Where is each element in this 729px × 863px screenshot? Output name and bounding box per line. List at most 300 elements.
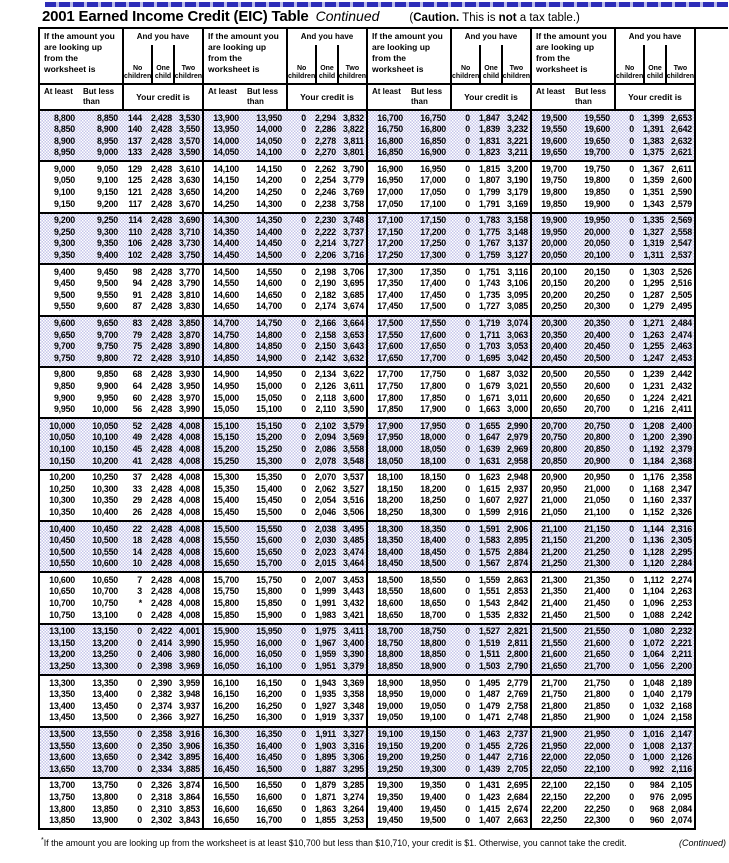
cell-credit-two-children: 4,008 [178,472,200,483]
cell-credit-two-children: 3,927 [178,712,200,723]
table-row [532,524,694,536]
cell-credit-two-children: 3,870 [178,329,200,340]
cell-but-less-than: 14,750 [256,318,282,328]
cell-but-less-than: 14,550 [256,266,282,277]
cell-but-less-than: 19,650 [584,135,610,146]
children-group [286,29,366,83]
cell-but-less-than: 18,100 [420,455,446,466]
cell-at-least: 16,050 [213,661,239,672]
cell-credit-two-children: 2,748 [506,712,528,723]
cell-credit-two-children: 3,190 [506,175,528,186]
children-col-label: No children [616,64,644,80]
cell-but-less-than: 10,150 [92,443,118,454]
cell-at-least: 16,650 [213,815,239,826]
cell-credit-two-children: 3,095 [506,289,528,300]
cell-credit-one-child: 2,428 [150,495,172,506]
cell-at-least: 9,150 [53,198,75,209]
cell-credit-no-children: 0 [465,712,470,723]
cell-at-least: 13,600 [49,752,75,763]
cell-at-least: 13,550 [49,740,75,751]
cell-credit-two-children: 3,643 [342,341,364,352]
cell-credit-two-children: 2,558 [670,226,692,237]
cell-credit-one-child: 1,311 [643,250,664,261]
cell-but-less-than: 14,300 [256,198,282,209]
cell-but-less-than: 21,400 [584,586,610,597]
cell-but-less-than: 20,800 [584,432,610,443]
cell-credit-no-children: 0 [629,740,634,751]
cell-credit-two-children: 2,305 [670,535,692,546]
table-row [204,267,366,279]
cell-but-less-than: 15,200 [256,432,282,443]
data-block [204,522,366,573]
table-row [204,301,366,313]
cell-credit-no-children: 0 [465,215,470,226]
cell-but-less-than: 21,100 [584,506,610,517]
cell-at-least: 16,500 [213,780,239,791]
cell-credit-one-child: 1,239 [642,369,664,380]
cell-credit-two-children: 3,443 [342,586,364,597]
cell-credit-two-children: 3,042 [506,352,528,363]
cell-at-least: 15,550 [213,535,239,546]
cell-credit-no-children: 0 [629,187,634,198]
cell-credit-no-children: 0 [629,506,634,517]
table-row [40,804,202,816]
cell-credit-one-child: 2,070 [314,472,336,483]
cell-credit-one-child: 2,254 [314,175,336,186]
cell-but-less-than: 15,700 [256,558,282,569]
cell-credit-two-children: 3,316 [342,740,364,751]
cell-credit-one-child: 2,350 [150,740,172,751]
table-row [532,752,694,764]
cell-at-least: 16,950 [377,175,403,186]
cell-credit-two-children: 3,506 [342,506,364,517]
cell-credit-one-child: 1,583 [478,535,500,546]
cell-credit-no-children: 0 [465,112,470,123]
data-block [368,162,530,213]
cell-at-least: 17,150 [377,226,403,237]
cell-but-less-than: 19,350 [420,780,446,791]
cell-credit-two-children: 2,874 [506,558,528,569]
children-col-label: One child [479,45,501,83]
cell-credit-one-child: 1,335 [642,215,664,226]
cell-credit-one-child: 2,428 [150,598,172,609]
cell-credit-no-children: 0 [301,815,306,826]
cell-at-least: 15,800 [213,598,239,609]
cell-credit-one-child: 1,319 [642,238,664,249]
cell-credit-one-child: 2,428 [150,329,172,340]
cell-but-less-than: 22,050 [584,752,610,763]
cell-at-least: 21,850 [541,712,567,723]
cell-credit-no-children: 49 [132,432,142,443]
table-row [532,815,694,827]
cell-at-least: 10,350 [49,506,75,517]
cell-credit-one-child: 1,647 [478,432,500,443]
cell-but-less-than: 10,000 [92,404,118,415]
cell-at-least: 22,150 [541,791,567,802]
cell-credit-no-children: 7 [137,574,142,585]
cell-at-least: 9,950 [53,404,75,415]
cell-credit-one-child: 1,112 [643,574,664,585]
cell-but-less-than: 19,550 [584,112,610,123]
cell-at-least: 18,750 [377,637,403,648]
children-columns [452,45,530,83]
cell-at-least: 16,000 [213,649,239,660]
cell-at-least: 17,000 [377,187,403,198]
cell-credit-two-children: 3,337 [342,712,364,723]
cell-but-less-than: 20,450 [584,341,610,352]
cell-at-least: 14,750 [213,329,239,340]
cell-at-least: 20,950 [541,483,567,494]
cell-credit-two-children: 3,853 [178,803,200,814]
data-block [368,317,530,368]
cell-credit-no-children: 0 [465,341,470,352]
data-block [204,265,366,316]
cell-at-least: 13,800 [49,803,75,814]
cell-credit-one-child: 1,479 [478,700,500,711]
cell-at-least: 19,900 [541,215,567,226]
cell-at-least: 9,650 [53,329,75,340]
table-row [368,638,530,650]
cell-at-least: 21,550 [541,637,567,648]
cell-at-least: 10,500 [49,546,75,557]
table-row [368,369,530,381]
table-row [40,764,202,776]
cell-but-less-than: 21,200 [584,535,610,546]
cell-credit-two-children: 2,463 [670,341,692,352]
cell-at-least: 10,400 [49,523,75,534]
cell-credit-one-child: 2,118 [315,392,336,403]
cell-at-least: 20,050 [541,250,567,261]
table-row [532,238,694,250]
data-block [40,317,202,368]
table-row [368,764,530,776]
table-panel [202,29,366,828]
cell-credit-two-children: 2,832 [506,609,528,620]
cell-at-least: 20,000 [541,238,567,249]
cell-credit-no-children: 0 [465,163,470,174]
cell-credit-no-children: 0 [465,226,470,237]
cell-at-least: 13,150 [49,637,75,648]
cell-credit-one-child: 1,152 [642,506,664,517]
cell-credit-one-child: 1,271 [642,318,664,328]
table-row [40,113,202,125]
cell-credit-no-children: 0 [465,598,470,609]
cell-at-least: 19,200 [377,752,403,763]
cell-credit-no-children: 144 [127,112,142,123]
cell-but-less-than: 10,650 [92,574,118,585]
cell-but-less-than: 8,950 [96,135,118,146]
cell-credit-two-children: 2,990 [506,420,528,431]
cell-credit-no-children: 106 [127,238,142,249]
table-row [368,278,530,290]
cell-credit-one-child: 968 [649,803,664,814]
cell-but-less-than: 17,300 [420,250,446,261]
cell-credit-two-children: 2,811 [507,637,528,648]
cell-credit-no-children: 102 [127,250,142,261]
cell-credit-no-children: 0 [629,175,634,186]
table-row [368,113,530,125]
cell-at-least: 16,200 [213,700,239,711]
cell-but-less-than: 22,300 [584,815,610,826]
cell-at-least: 21,350 [541,586,567,597]
table-row [204,227,366,239]
cell-credit-two-children: 2,621 [670,147,692,158]
cell-at-least: 15,200 [213,443,239,454]
table-row [532,301,694,313]
cell-at-least: 19,100 [377,729,403,739]
table-row [204,472,366,484]
cell-at-least: 20,350 [541,329,567,340]
cell-credit-no-children: 0 [629,558,634,569]
cell-but-less-than: 10,100 [92,432,118,443]
table-row [204,780,366,792]
cell-credit-one-child: 2,428 [150,341,172,352]
cell-credit-one-child: 2,174 [314,301,336,312]
data-block [204,728,366,779]
cell-credit-no-children: 0 [465,677,470,688]
cell-at-least: 13,900 [213,112,239,123]
table-row [532,495,694,507]
cell-but-less-than: 9,150 [96,187,118,198]
table-row [368,301,530,313]
table-row [368,227,530,239]
cell-credit-no-children: 83 [132,318,142,328]
table-row [40,649,202,661]
cell-credit-one-child: 2,428 [150,472,172,483]
cell-credit-one-child: 2,030 [314,535,336,546]
cell-credit-two-children: 3,032 [506,369,528,380]
table-row [204,330,366,342]
cell-credit-one-child: 1,184 [642,455,664,466]
cell-at-least: 9,700 [53,341,75,352]
cell-but-less-than: 17,350 [420,266,446,277]
cell-credit-one-child: 1,032 [642,700,664,711]
cell-at-least: 20,200 [541,289,567,300]
lookup-amount-label: If the amount you are looking up from the worksheet is [44,31,115,75]
cell-credit-no-children: 0 [137,752,142,763]
table-row [368,535,530,547]
cell-but-less-than: 15,150 [256,420,282,431]
cell-but-less-than: 20,050 [584,238,610,249]
panel-header-top [532,29,694,85]
your-credit-label: Your credit is [450,85,530,109]
table-row [532,638,694,650]
cell-at-least: 18,500 [377,574,403,585]
cell-at-least: 13,250 [49,661,75,672]
table-row [204,164,366,176]
cell-credit-no-children: 0 [301,740,306,751]
cell-credit-two-children: 3,758 [342,198,364,209]
table-row [532,678,694,690]
cell-at-least: 15,450 [213,506,239,517]
cell-credit-two-children: 2,906 [506,523,528,534]
cell-at-least: 14,900 [213,369,239,380]
cell-credit-one-child: 2,262 [314,163,336,174]
cell-credit-one-child: 1,407 [478,815,500,826]
cell-but-less-than: 16,000 [256,637,282,648]
cell-credit-one-child: 1,495 [478,677,500,688]
table-row [204,215,366,227]
caution-mid: This is [459,12,499,24]
cell-credit-two-children: 3,690 [178,215,200,226]
cell-credit-two-children: 2,579 [670,198,692,209]
cell-credit-one-child: 1,255 [642,341,664,352]
table-row [204,381,366,393]
cell-credit-one-child: 1,695 [478,352,500,363]
cell-credit-two-children: 2,537 [670,250,692,261]
cell-credit-one-child: 2,110 [315,404,336,415]
cell-credit-one-child: 2,007 [314,574,336,585]
cell-but-less-than: 13,400 [92,689,118,700]
cell-credit-no-children: 0 [301,301,306,312]
cell-at-least: 16,600 [213,803,239,814]
cell-credit-no-children: 0 [137,637,142,648]
cell-credit-one-child: 2,206 [314,250,336,261]
cell-but-less-than: 19,500 [420,815,446,826]
data-block [204,676,366,727]
table-row [204,792,366,804]
cell-at-least: 14,600 [213,289,239,300]
cell-credit-one-child: 1,975 [314,626,336,637]
and-you-have-label: And you have [136,32,190,41]
data-block [40,728,202,779]
cell-at-least: 21,050 [541,506,567,517]
cell-credit-no-children: 0 [465,175,470,186]
cell-credit-no-children: 0 [465,815,470,826]
cell-credit-no-children: 10 [132,558,142,569]
cell-credit-no-children: 0 [629,729,634,739]
cell-credit-one-child: 1,168 [642,483,664,494]
cell-but-less-than: 14,450 [256,238,282,249]
cell-credit-two-children: 4,008 [178,495,200,506]
cell-credit-no-children: 0 [301,175,306,186]
cell-credit-one-child: 2,428 [150,535,172,546]
cell-credit-no-children: 0 [301,147,306,158]
cell-credit-one-child: 2,428 [150,523,172,534]
data-block [204,419,366,470]
cell-but-less-than: 22,000 [584,740,610,751]
table-row [40,678,202,690]
table-row [368,804,530,816]
cell-credit-no-children: 0 [301,318,306,328]
cell-at-least: 18,450 [377,558,403,569]
cell-credit-two-children: 2,716 [506,752,528,763]
cell-credit-two-children: 2,895 [506,535,528,546]
cell-credit-one-child: 960 [649,815,664,826]
table-row [40,535,202,547]
cell-credit-no-children: 0 [465,404,470,415]
cell-credit-two-children: 2,347 [670,483,692,494]
table-row [204,804,366,816]
cell-credit-two-children: 2,979 [506,432,528,443]
table-row [368,341,530,353]
cell-credit-no-children: 3 [137,586,142,597]
cell-but-less-than: 16,500 [256,763,282,774]
cell-but-less-than: 18,500 [420,558,446,569]
cell-credit-two-children: 4,008 [178,432,200,443]
cell-credit-no-children: 0 [137,661,142,672]
cell-but-less-than: 15,900 [256,609,282,620]
cell-credit-two-children: 3,959 [178,677,200,688]
cell-credit-no-children: 0 [301,609,306,620]
cell-at-least: 10,700 [49,598,75,609]
cell-at-least: 15,600 [213,546,239,557]
cell-credit-no-children: 0 [465,380,470,391]
cell-credit-one-child: 2,414 [150,637,172,648]
cell-credit-no-children: 0 [137,740,142,751]
cell-credit-two-children: 3,306 [342,752,364,763]
cell-credit-no-children: 0 [629,392,634,403]
cell-credit-two-children: 4,008 [178,558,200,569]
table-row [40,330,202,342]
panel-header-top [368,29,530,85]
cell-credit-no-children: 0 [137,712,142,723]
data-block [368,111,530,162]
cell-at-least: 15,950 [213,637,239,648]
cell-credit-one-child: 1,543 [478,598,500,609]
cell-credit-two-children: 2,074 [670,815,692,826]
data-block [368,779,530,828]
cell-credit-two-children: 2,927 [506,495,528,506]
cell-but-less-than: 17,500 [420,301,446,312]
cell-credit-one-child: 1,663 [478,404,500,415]
table-row [532,764,694,776]
cell-but-less-than: 13,750 [92,780,118,791]
cell-at-least: 9,500 [53,289,75,300]
table-row [532,124,694,136]
data-block [40,419,202,470]
cell-at-least: 16,700 [377,112,403,123]
table-row [204,712,366,724]
cell-credit-one-child: 1,679 [478,380,500,391]
cell-credit-no-children: * [138,598,142,609]
cell-credit-one-child: 2,428 [150,404,172,415]
cell-credit-no-children: 0 [465,289,470,300]
cell-but-less-than: 10,250 [92,472,118,483]
cell-credit-two-children: 3,200 [506,163,528,174]
cell-credit-one-child: 2,428 [150,455,172,466]
cell-credit-no-children: 79 [132,329,142,340]
cell-at-least: 13,500 [49,729,75,739]
cell-at-least: 10,000 [49,420,75,431]
table-row [368,124,530,136]
cell-but-less-than: 13,550 [92,729,118,739]
table-row [532,547,694,559]
table-row [532,404,694,416]
cell-credit-one-child: 1,879 [314,780,336,791]
cell-but-less-than: 18,200 [420,483,446,494]
table-row [40,575,202,587]
cell-credit-one-child: 1,671 [478,392,500,403]
cell-but-less-than: 10,550 [92,546,118,557]
cell-at-least: 20,700 [541,420,567,431]
cell-at-least: 16,900 [377,163,403,174]
table-row [204,199,366,211]
cell-credit-no-children: 0 [301,729,306,739]
cell-credit-no-children: 0 [629,124,634,135]
cell-credit-one-child: 1,743 [478,278,500,289]
cell-credit-two-children: 3,485 [342,535,364,546]
cell-but-less-than: 9,250 [96,215,118,226]
cell-credit-one-child: 1,279 [642,301,664,312]
cell-credit-no-children: 0 [301,124,306,135]
table-row [368,729,530,741]
table-row [40,250,202,262]
table-row [532,330,694,342]
table-row [368,524,530,536]
cell-credit-no-children: 0 [465,574,470,585]
cell-credit-one-child: 2,428 [150,546,172,557]
